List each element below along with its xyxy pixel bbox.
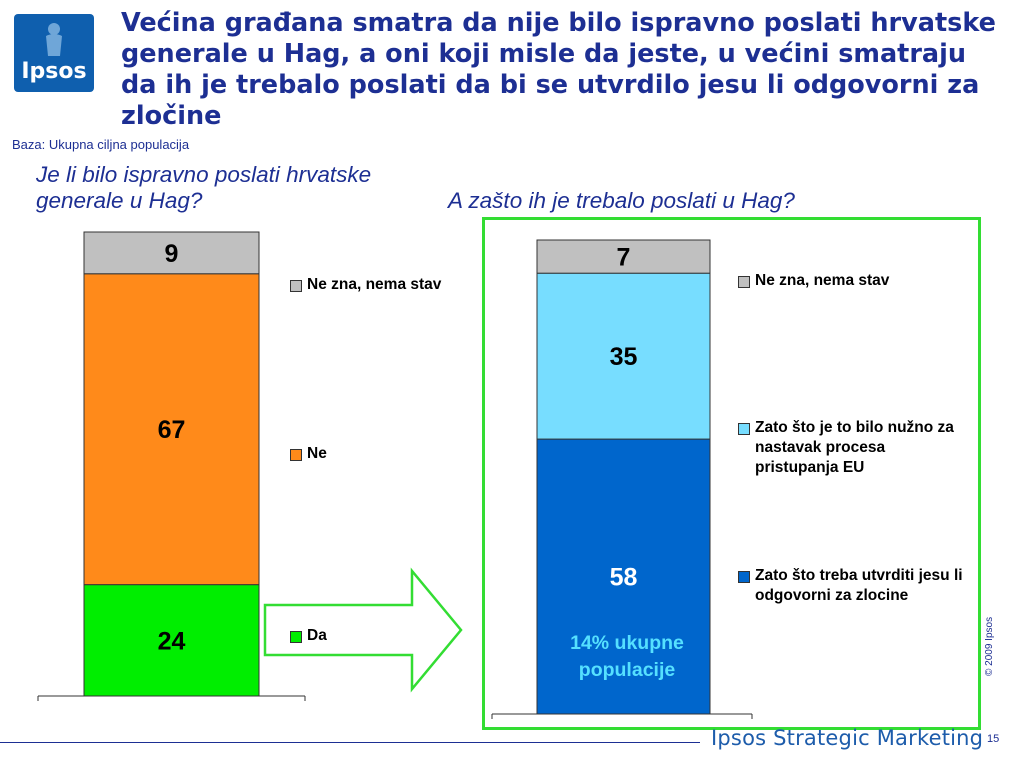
chart1-data-label-1: 24 bbox=[157, 627, 186, 656]
copyright-text: © 2009 Ipsos bbox=[984, 616, 995, 676]
legend-swatch bbox=[290, 280, 302, 292]
legend-label: Zato što treba utvrditi jesu li odgovorni za zlocine bbox=[755, 567, 963, 604]
chart1-data-label-3: 9 bbox=[164, 239, 179, 268]
legend-swatch bbox=[290, 449, 302, 461]
legend-label: Ne zna, nema stav bbox=[755, 272, 890, 289]
chart2-legend-item-2 bbox=[738, 418, 968, 478]
chart2-data-label-2: 35 bbox=[609, 343, 638, 372]
legend-label: Da bbox=[307, 627, 327, 644]
legend-label: Ne zna, nema stav bbox=[307, 276, 442, 293]
chart2-title: A zašto ih je trebalo poslati u Hag? bbox=[448, 188, 795, 213]
chart2-annotation: 14% ukupne populacije bbox=[570, 632, 684, 681]
logo-text: Ipsos bbox=[21, 59, 87, 84]
legend-swatch bbox=[738, 423, 750, 435]
footer-divider bbox=[0, 742, 700, 743]
page-number: 15 bbox=[987, 733, 1000, 745]
chart1-legend-item-3 bbox=[290, 275, 450, 295]
chart2-legend-item-1 bbox=[738, 566, 968, 606]
chart1-title: Je li bilo ispravno poslati hrvatske generale u Hag? bbox=[36, 162, 372, 213]
legend-label: Zato što je to bilo nužno za nastavak procesa pristupanja EU bbox=[755, 419, 954, 476]
chart2-legend-item-3 bbox=[738, 271, 968, 291]
chart2-data-label-1: 58 bbox=[609, 563, 638, 592]
legend-label: Ne bbox=[307, 445, 327, 462]
chart1-legend-item-2 bbox=[290, 444, 450, 464]
legend-swatch bbox=[738, 571, 750, 583]
legend-swatch bbox=[738, 276, 750, 288]
slide-title: Većina građana smatra da nije bilo ispravno poslati hrvatske generale u Hag, a oni koji misle da jeste, u većini smatraju da ih je trebalo poslati da bi se utvrdilo jesu li odgovorni za zločine bbox=[121, 8, 996, 131]
footer-brand: Ipsos Strategic Marketing bbox=[711, 726, 984, 750]
legend-swatch bbox=[290, 631, 302, 643]
chart1-data-label-2: 67 bbox=[157, 416, 186, 445]
chart1-legend-item-1 bbox=[290, 626, 450, 646]
base-label: Baza: Ukupna ciljna populacija bbox=[12, 137, 190, 152]
chart2-data-label-3: 7 bbox=[616, 243, 631, 272]
